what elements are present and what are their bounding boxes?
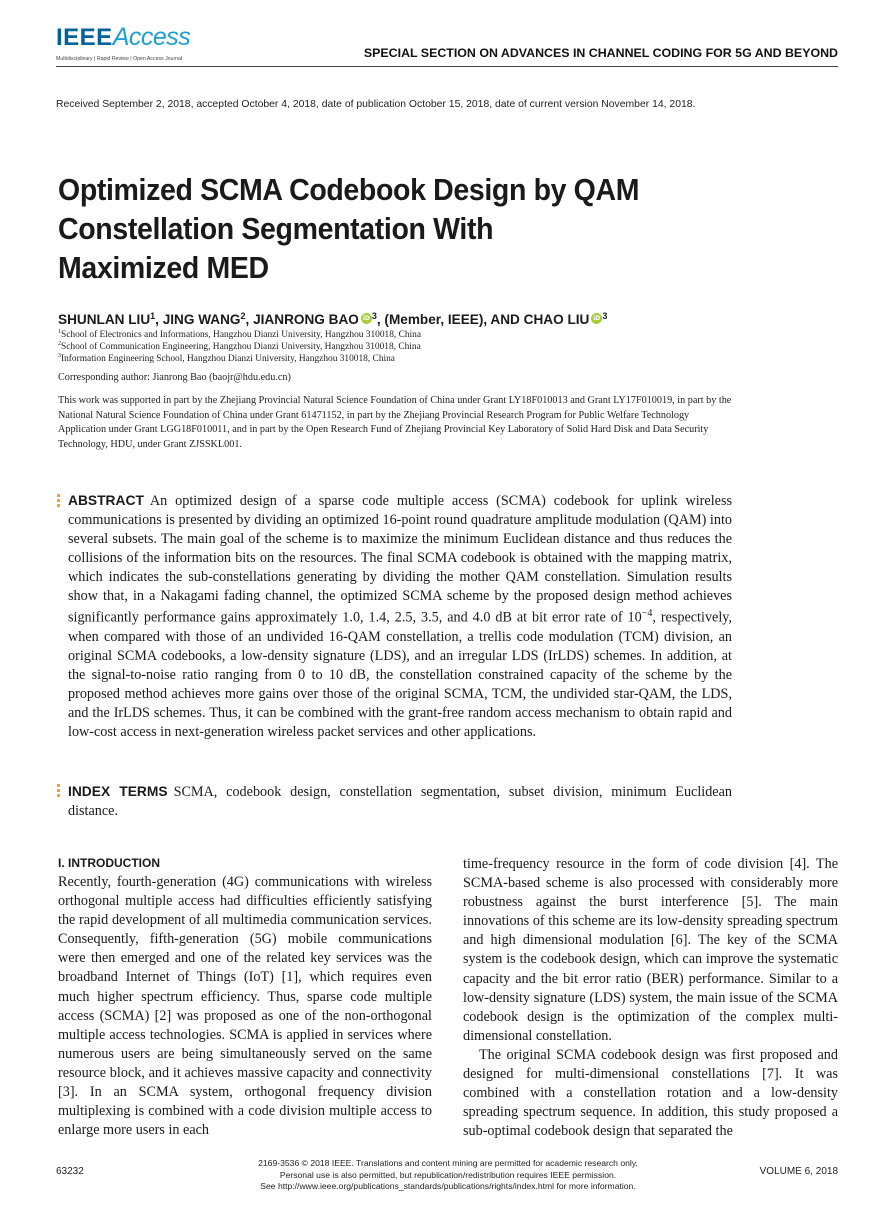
header-divider [56,66,838,67]
author-name: JING WANG [162,312,241,327]
author-affiliation-mark: 1 [150,311,156,321]
abstract-label: ABSTRACT [68,493,144,508]
author-list [58,311,607,327]
abstract-text: , respectively, when compared with those of an undivided 16-QAM constellation, a trellis code modulation (TCM) division, an original SCMA codebooks, a low-density signature (LDS), and an irregular LDS (IrLDS) schemes. In addition, at the signal-to-noise ratio ranging from 0 to 10 dB, the constellation constrained capacity of the scheme by the proposed method achieves more gains over those of the original SCMA, TCM, the undivided star-QAM, the LDS, and the IrLDS schemes. Thus, it can be combined with the grant-free random access mechanism to obtain rapid and low-cost access in next-generation wireless packet services and other applications. [68,610,732,740]
index-terms [68,782,732,821]
body-column-right [463,855,838,1141]
copyright-line: See http://www.ieee.org/publications_standards/publications/rights/index.html for more information. [260,1181,636,1191]
orcid-icon[interactable]: iD [593,315,601,322]
paragraph: time-frequency resource in the form of code division [4]. The SCMA-based scheme is also processed with considerably more robustness against the burst interference [5]. The main innovations of this scheme are its low-density spreading spectrum and high dimensional modulation [6]. The key of the SCMA system is the codebook design, which can improve the systematic capacity and the bit error ratio (BER) performance. Similar to a low-density signature (LDS) system, the main issue of the SCMA codebook design is the optimization of the complex multi-dimensional constellation. [463,856,838,1044]
author-name: JIANRONG BAO [253,312,359,327]
received-dates: Received September 2, 2018, accepted October 4, 2018, date of publication October 15, 2018, date of current version November 14, 2018. [56,99,696,110]
abstract-exponent: −4 [641,608,653,620]
author-affiliation-mark: 3 [371,311,377,321]
affiliation-text: School of Electronics and Informations, Hangzhou Dianzi University, Hangzhou 310018, China [61,330,421,341]
affiliation [58,329,421,340]
logo-ieee-text: IEEE [56,24,113,51]
author-suffix: , (Member, IEEE), AND [376,312,524,327]
author-name: SHUNLAN LIU [58,312,151,327]
corresponding-author: Corresponding author: Jianrong Bao (baojr@hdu.edu.cn) [58,372,291,383]
affiliation [58,353,395,364]
affiliation-mark: 1 [58,329,61,335]
index-terms-label: INDEX TERMS [68,784,168,799]
title-line: Constellation Segmentation With [58,211,494,246]
index-terms-marker [57,784,61,799]
body-column-left [58,873,432,1140]
index-terms-text: SCMA, codebook design, constellation segmentation, subset division, minimum Euclidean distance. [68,784,732,819]
author-affiliation-mark: 3 [602,311,608,321]
affiliation-text: School of Communication Engineering, Hangzhou Dianzi University, Hangzhou 310018, China [61,342,421,353]
title-line: Maximized MED [58,250,269,285]
affiliation [58,341,421,352]
special-section-title: SPECIAL SECTION ON ADVANCES IN CHANNEL CODING FOR 5G AND BEYOND [363,46,838,60]
funding-statement: This work was supported in part by the Zhejiang Provincial Natural Science Foundation of China under Grant LY18F010013 and Grant LY17F010019, in part by the National Natural Science Foundation of China under Grant 61471152, in part by the Zhejiang Provincial Research Program for Public Welfare Technology Application under Grant LGG18F010011, and in part by the Open Research Fund of Zhejiang Provincial Key Laboratory of Solid Hard Disk and Data Security Technology, HDU, under Grant ZJSSKL001. [58,395,732,450]
abstract [68,492,732,742]
author-affiliation-mark: 2 [240,311,246,321]
section-heading: I. INTRODUCTION [58,856,160,870]
journal-logo [56,24,206,66]
paragraph: The original SCMA codebook design was first proposed and designed for multi-dimensional constellations [7]. It was combined with a constellation rotation and a low-density spreading spectrum sequence. In addition, this study proposed a sub-optimal codebook design that separated the [463,1046,838,1140]
paragraph: Recently, fourth-generation (4G) communications with wireless orthogonal multiple access had difficulties efficiently satisfying the rapid development of all multimedia communication services. Consequently, fifth-generation (5G) mobile communications were then emerged and one of the related key services was the broadband Internet of Things (IoT) [1], which requires even much higher spectrum efficiency. Thus, sparse code multiple access (SCMA) [2] was proposed as one of the non-orthogonal multiple access technologies. SCMA is applied in services where numerous users are being simultaneously served on the same resource block, and it achieves massive capacity and connectivity [3]. In an SCMA system, orthogonal frequency division multiplexing is combined with a code division multiple access to enlarge more users in each [58,874,432,1139]
abstract-text: An optimized design of a sparse code multiple access (SCMA) codebook for uplink wireless communications is presented by dividing an optimized 16-point round quadrature amplitude modulation (QAM) into several subsets. The main goal of the scheme is to maximize the minimum Euclidean distance and thus reduces the collisions of the information bits on the resources. The final SCMA codebook is obtained with the mapping matrix, which indicates the sub-constellations generating by dividing the mother QAM constellation. Simulation results show that, in a Nakagami fading channel, the optimized SCMA scheme by the proposed design method achieves significantly performance gains approximately 1.0, 1.4, 2.5, 3.5, and 4.0 dB at bit error rate of 10 [68,493,732,627]
title-line: Optimized SCMA Codebook Design by QAM [58,172,640,207]
orcid-icon[interactable]: iD [362,315,370,322]
abstract-marker [57,494,61,509]
paper-title [58,170,702,287]
page-number: 63232 [56,1166,84,1177]
affiliation-text: Information Engineering School, Hangzhou Dianzi University, Hangzhou 310018, China [61,354,395,365]
affiliation-mark: 2 [58,341,61,347]
author-separator: , [245,312,254,327]
logo-access-text: Access [112,23,191,51]
affiliation-mark: 3 [58,353,61,359]
author-name: CHAO LIU [523,312,590,327]
author-separator: , [155,312,163,327]
copyright-line: 2169-3536 © 2018 IEEE. Translations and content mining are permitted for academic research only. [258,1158,638,1168]
volume-info: VOLUME 6, 2018 [759,1166,838,1177]
logo-tagline: Multidisciplinary | Rapid Review | Open Access Journal [56,56,183,62]
copyright-notice [180,1158,716,1193]
copyright-line: Personal use is also permitted, but republication/redistribution requires IEEE permission. [279,1169,617,1180]
